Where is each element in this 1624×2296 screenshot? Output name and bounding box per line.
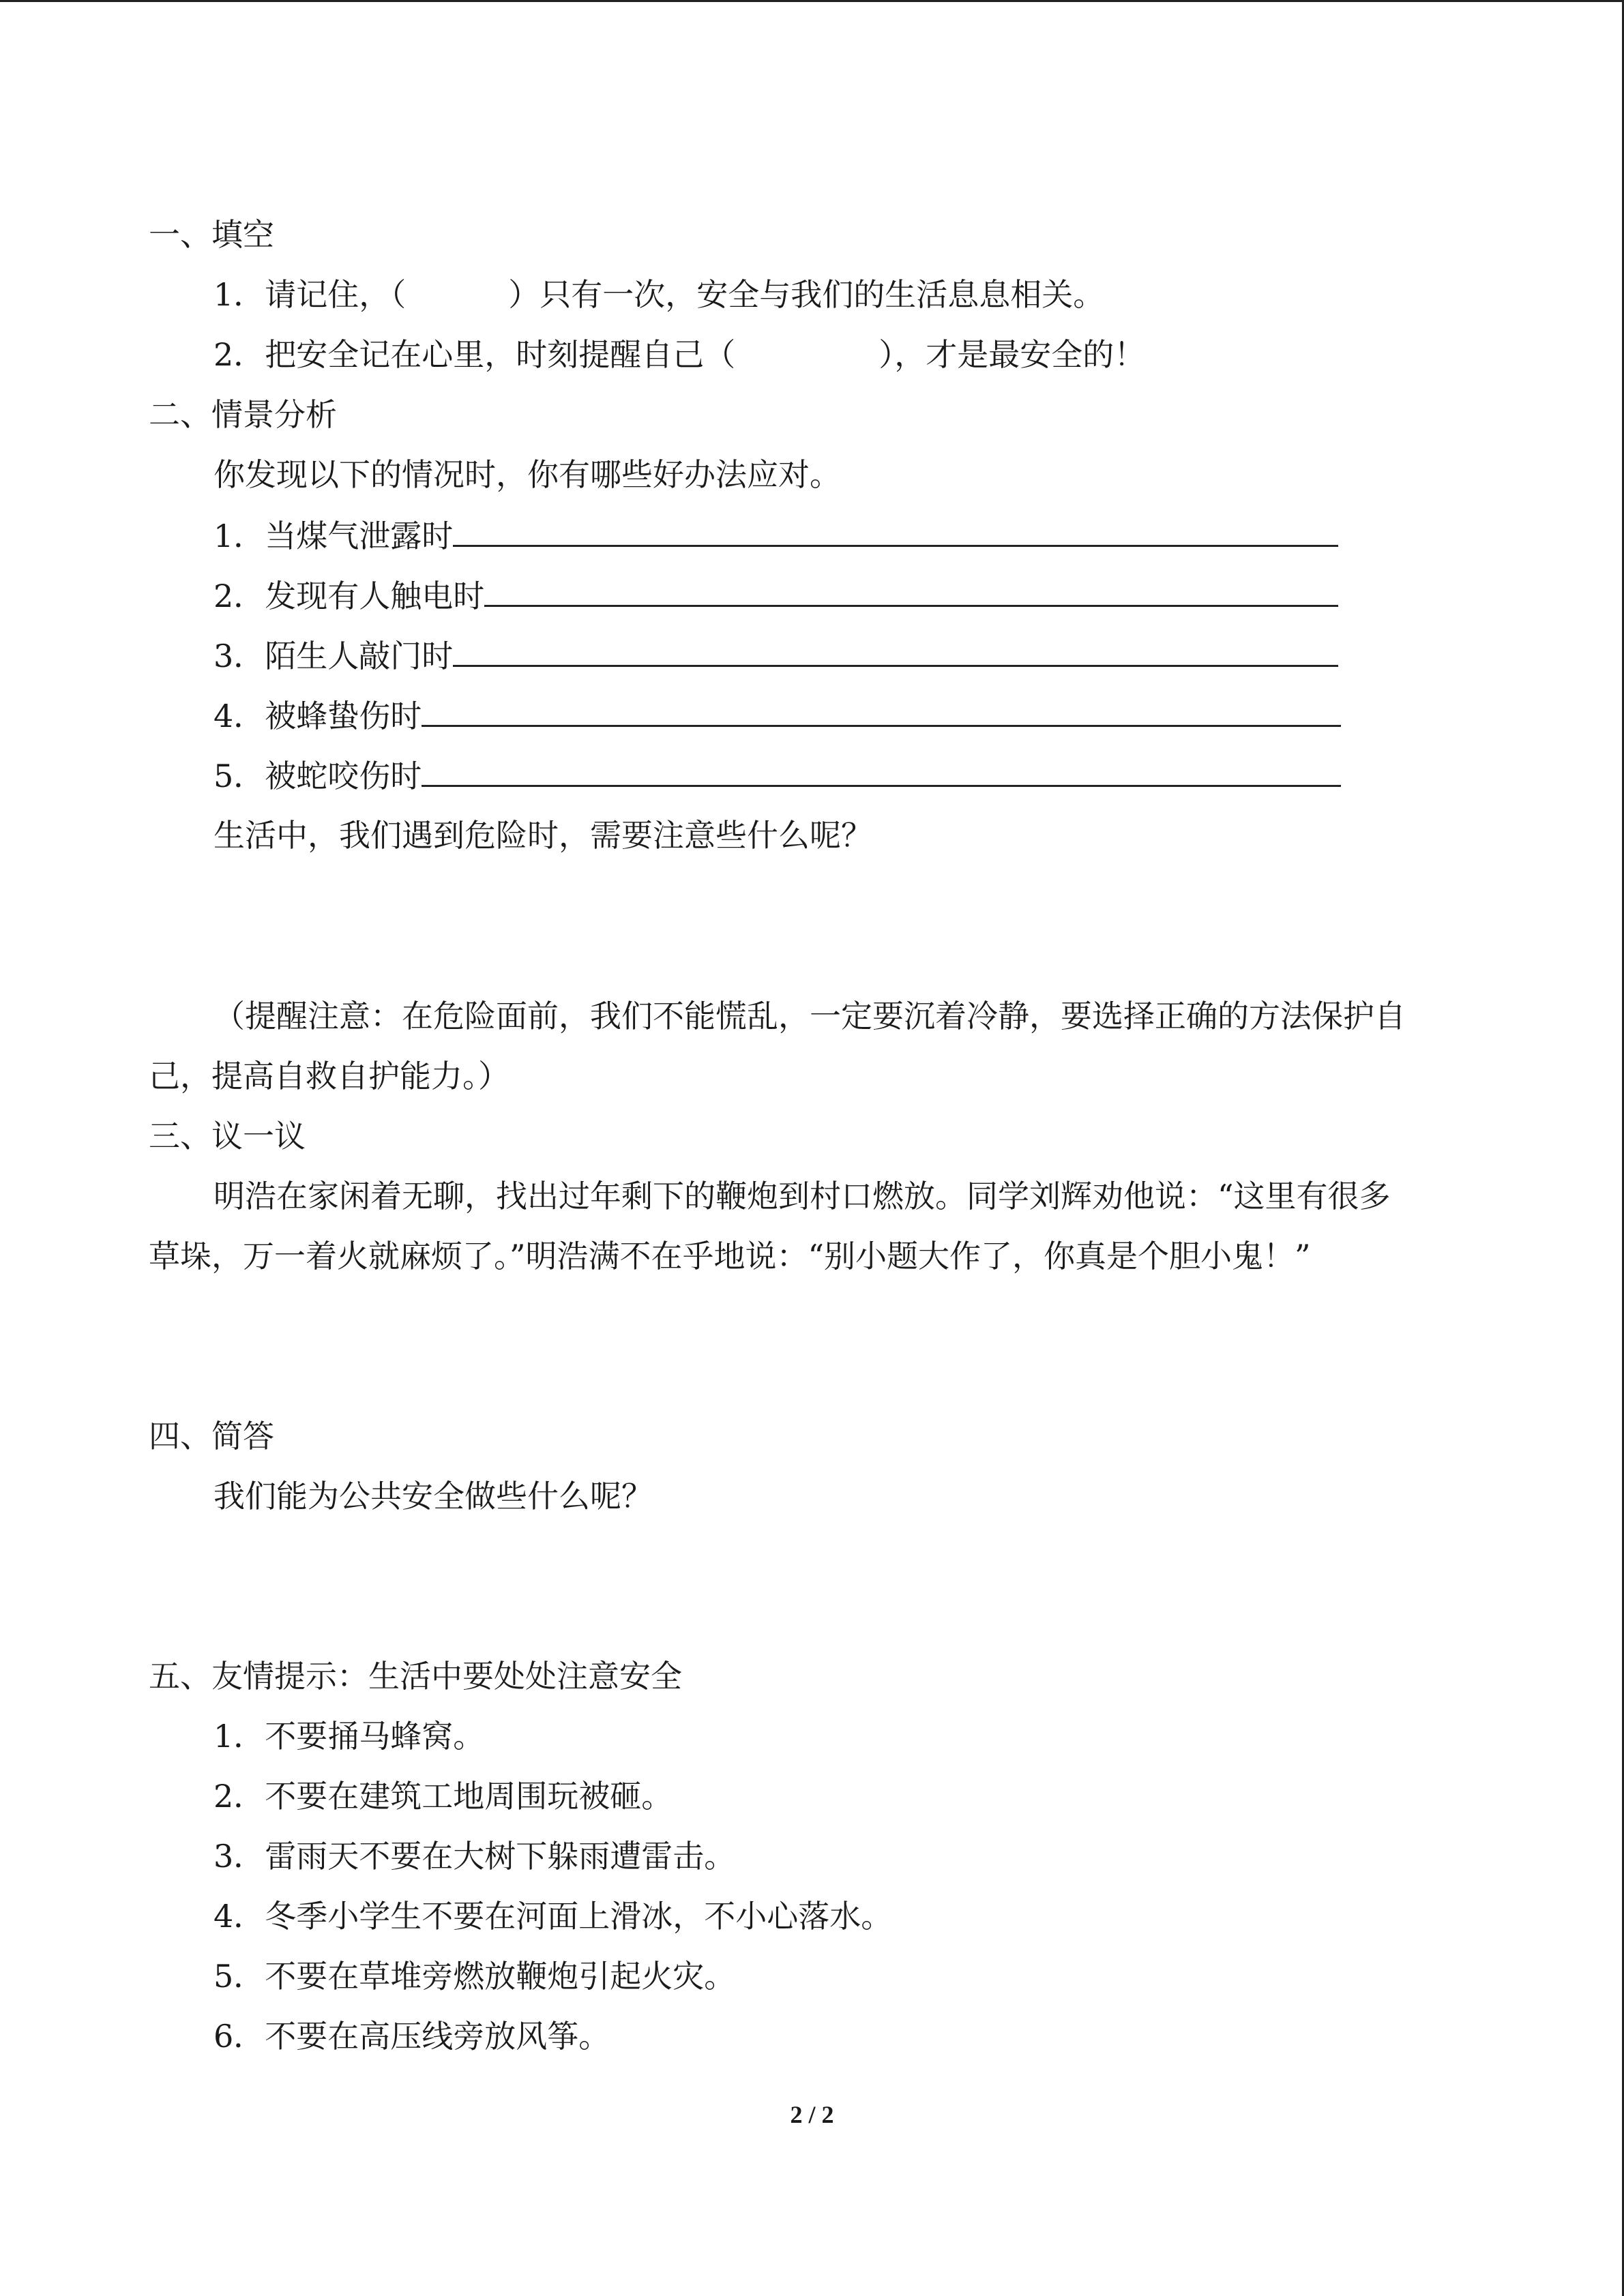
q1-text-after: ）只有一次，安全与我们的生活息息相关。 (508, 276, 1105, 313)
section3-heading: 三、议一议 (149, 1118, 306, 1154)
section2-heading: 二、情景分析 (149, 396, 337, 433)
scenario-label: 2．发现有人触电时 (213, 578, 485, 614)
q2-text-before: 2．把安全记在心里，时刻提醒自己（ (213, 336, 736, 373)
tip-item: 4．冬季小学生不要在河面上滑冰，不小心落水。 (213, 1898, 893, 1935)
scenario-item (213, 695, 1341, 736)
section4-heading: 四、简答 (149, 1418, 274, 1455)
q2-text-after: ），才是最安全的！ (879, 336, 1146, 373)
scenario-label: 4．被蜂蛰伤时 (213, 698, 422, 734)
answer-line[interactable] (422, 695, 1341, 727)
story-paragraph-line1: 明浩在家闲着无聊，找出过年剩下的鞭炮到村口燃放。同学刘辉劝他说：“这里有很多 (213, 1178, 1391, 1214)
scenario-label: 1．当煤气泄露时 (213, 518, 454, 554)
section5-heading: 五、友情提示：生活中要处处注意安全 (149, 1658, 682, 1695)
reminder-note-line2: 己，提高自救自护能力。） (149, 1058, 510, 1094)
scenario-item (213, 515, 1338, 556)
q1-text-before: 1．请记住，（ (213, 276, 407, 313)
section2-intro: 你发现以下的情况时，你有哪些好办法应对。 (213, 456, 841, 493)
scenario-item (213, 575, 1338, 616)
reminder-note-line1: （提醒注意：在危险面前，我们不能慌乱，一定要沉着冷静，要选择正确的方法保护自 (213, 998, 1406, 1034)
answer-line[interactable] (453, 635, 1338, 667)
scenario-label: 3．陌生人敲门时 (213, 638, 454, 674)
story-paragraph-line2: 草垛，万一着火就麻烦了。”明浩满不在乎地说：“别小题大作了，你真是个胆小鬼！” (149, 1238, 1311, 1274)
fill-blank-q2 (213, 334, 1145, 375)
section1-heading: 一、填空 (149, 216, 274, 253)
section2-question: 生活中，我们遇到危险时，需要注意些什么呢？ (213, 817, 872, 854)
scenario-label: 5．被蛇咬伤时 (213, 758, 422, 794)
tip-item: 2．不要在建筑工地周围玩被砸。 (213, 1778, 673, 1815)
answer-line[interactable] (422, 755, 1341, 787)
tip-item: 3．雷雨天不要在大树下躲雨遭雷击。 (213, 1838, 736, 1875)
fill-blank-q1 (213, 274, 1104, 315)
tip-item: 5．不要在草堆旁燃放鞭炮引起火灾。 (213, 1958, 736, 1995)
section4-question: 我们能为公共安全做些什么呢？ (213, 1478, 653, 1515)
tip-item: 6．不要在高压线旁放风筝。 (213, 2018, 610, 2055)
tip-item: 1．不要捅马蜂窝。 (213, 1718, 485, 1755)
page-number: 2 / 2 (790, 2101, 834, 2128)
answer-line[interactable] (453, 515, 1338, 547)
scenario-item (213, 635, 1338, 676)
scenario-item (213, 755, 1341, 796)
answer-line[interactable] (484, 575, 1338, 607)
